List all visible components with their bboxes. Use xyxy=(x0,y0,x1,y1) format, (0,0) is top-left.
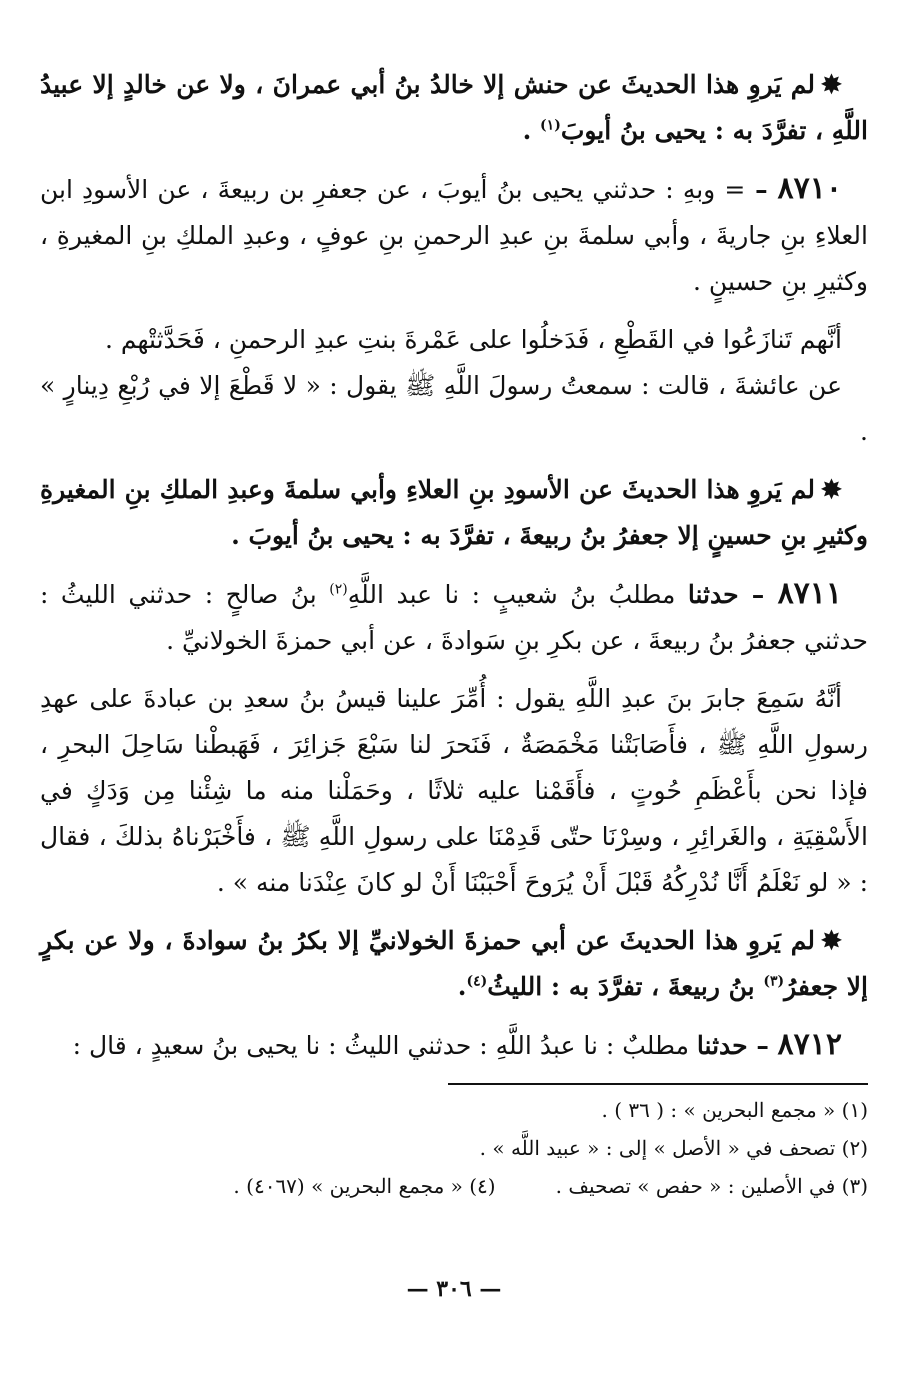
hadith-isnad: مطلبٌ : نا عبدُ اللَّهِ : حدثني الليثُ : نا يحيى بنُ سعيدٍ ، قال : xyxy=(72,1031,697,1060)
remark-1 xyxy=(40,62,868,154)
hadith-paragraph xyxy=(40,1022,868,1069)
hadith-isnad-a: مطلبُ بنُ شعيبٍ : نا عبد اللَّهِ xyxy=(347,580,688,609)
footnote-row xyxy=(40,1167,868,1205)
hadith-8710 xyxy=(40,166,868,305)
hadith-lead: حدثنا xyxy=(687,580,739,609)
remark-2 xyxy=(40,467,868,559)
hadith-dash: – xyxy=(747,1031,778,1060)
hadith-paragraph xyxy=(40,166,868,305)
hadith-8711 xyxy=(40,571,868,664)
matn-2 xyxy=(40,676,868,906)
remark-paragraph xyxy=(40,62,868,154)
star-icon: ✸ xyxy=(821,70,842,99)
hadith-dash: – xyxy=(738,580,778,609)
star-icon: ✸ xyxy=(821,475,842,504)
hadith-lead: حدثنا xyxy=(696,1031,748,1060)
footnote-divider xyxy=(448,1083,868,1085)
matn-paragraph: أنَّهُ سَمِعَ جابرَ بنَ عبدِ اللَّهِ يقول : أُمِّرَ علينا قيسُ بنُ سعدِ بن عبادةَ على عهدِ رسولِ اللَّهِ ﷺ ، فأَصَابَتْنا مَخْمَصَةٌ ، فَنَحرَ لنا سَبْعَ جَزائِرَ ، فَهَبطْنا سَاحِلَ البحرِ ، فإذا نحن بأَعْظَمِ حُوتٍ ، فأَقَمْنا عليه ثلاثًا ، وحَمَلْنا منه ما شِئْنا مِن وَدَكٍ في الأَسْقِيَةِ ، والغَرائِرِ ، وسِرْنَا حتّى قَدِمْنَا على رسولِ اللَّهِ ﷺ ، فأَخْبَرْناهُ بذلكَ ، فقال : « لو نَعْلَمُ أَنَّا نُدْرِكُهُ قَبْلَ أَنْ يُرَوحَ أَحْبَبْنَا أَنْ لو كانَ عِنْدَنا منه » . xyxy=(40,684,868,897)
footnote-3: (٣) في الأصلين : « حفص » تصحيف . xyxy=(555,1174,868,1198)
footnote-ref: (٢) xyxy=(329,581,348,598)
remark-text: لم يَروِ هذا الحديثَ عن الأسودِ بنِ العلاءِ وأبي سلمةَ وعبدِ الملكِ بنِ المغيرةِ وكثيرِ بنِ حسينٍ إلا جعفرُ بنُ ربيعةَ ، تفرَّدَ به : يحيى بنُ أيوبَ . xyxy=(40,475,868,550)
star-icon: ✸ xyxy=(821,926,842,955)
remark-paragraph xyxy=(40,467,868,559)
footnotes xyxy=(40,1091,868,1205)
footnote-ref: (٣) xyxy=(763,973,785,990)
hadith-number: ٨٧١١ xyxy=(777,576,843,611)
hadith-isnad-b: بنُ صالحٍ : حدثني الليثُ : حدثني جعفرُ بنُ ربيعةَ ، عن بكرِ بنِ سَوادةَ ، عن أبي حمزةَ الخولانيِّ . xyxy=(40,580,868,655)
hadith-paragraph xyxy=(40,571,868,664)
hadith-number: ٨٧١٢ xyxy=(777,1027,842,1062)
hadith-dash: – xyxy=(745,175,778,204)
hadith-isnad: = وبهِ : حدثني يحيى بنُ أيوبَ ، عن جعفرِ بن ربيعةَ ، عن الأسودِ ابن العلاءِ بنِ جاريةَ ، وأبي سلمةَ بنِ عبدِ الرحمنِ بنِ عوفٍ ، وعبدِ الملكِ بنِ المغيرةِ ، وكثيرِ بنِ حسينٍ . xyxy=(40,175,868,296)
matn-paragraph: أنَّهم تَنازَعُوا في القَطْعِ ، فَدَخلُوا على عَمْرةَ بنتِ عبدِ الرحمنِ ، فَحَدَّثتْهم . xyxy=(105,325,842,354)
remark-paragraph xyxy=(40,918,868,1010)
hadith-8712 xyxy=(40,1022,868,1069)
footnote-ref: (٤) xyxy=(466,973,488,990)
hadith-number: ٨٧١٠ xyxy=(777,171,842,206)
remark-text: لم يَروِ هذا الحديثَ عن حنش إلا خالدُ بنُ أبي عمرانَ ، ولا عن خالدٍ إلا عبيدُ اللَّهِ ، تفرَّدَ به : يحيى بنُ أيوبَ xyxy=(40,70,868,145)
remark-tail: . xyxy=(457,972,467,1001)
remark-text-b: بنُ ربيعةَ ، تفرَّدَ به : الليثُ xyxy=(487,972,764,1001)
page-number: — ٣٠٦ — xyxy=(406,1276,502,1302)
matn-paragraph: عن عائشةَ ، قالت : سمعتُ رسولَ اللَّهِ ﷺ يقول : « لا قَطْعَ إلا في رُبْعِ دِينارٍ » . xyxy=(40,371,868,446)
remark-3 xyxy=(40,918,868,1010)
matn-1 xyxy=(40,317,868,455)
footnote-ref: (١) xyxy=(540,117,561,134)
remark-text-a: لم يَروِ هذا الحديثَ عن أبي حمزةَ الخولانيِّ إلا بكرُ بنُ سوادةَ ، ولا عن بكرٍ إلا جعفرُ xyxy=(40,926,868,1001)
footnote-4: (٤) « مجمع البحرين » (٤٠٦٧) . xyxy=(233,1174,496,1198)
footnote-2: (٢) تصحف في « الأصل » إلى : « عبيد اللَّه » . xyxy=(479,1136,868,1160)
footnote-1: (١) « مجمع البحرين » : ( ٣٦ ) . xyxy=(601,1098,868,1122)
remark-tail: . xyxy=(522,116,541,145)
